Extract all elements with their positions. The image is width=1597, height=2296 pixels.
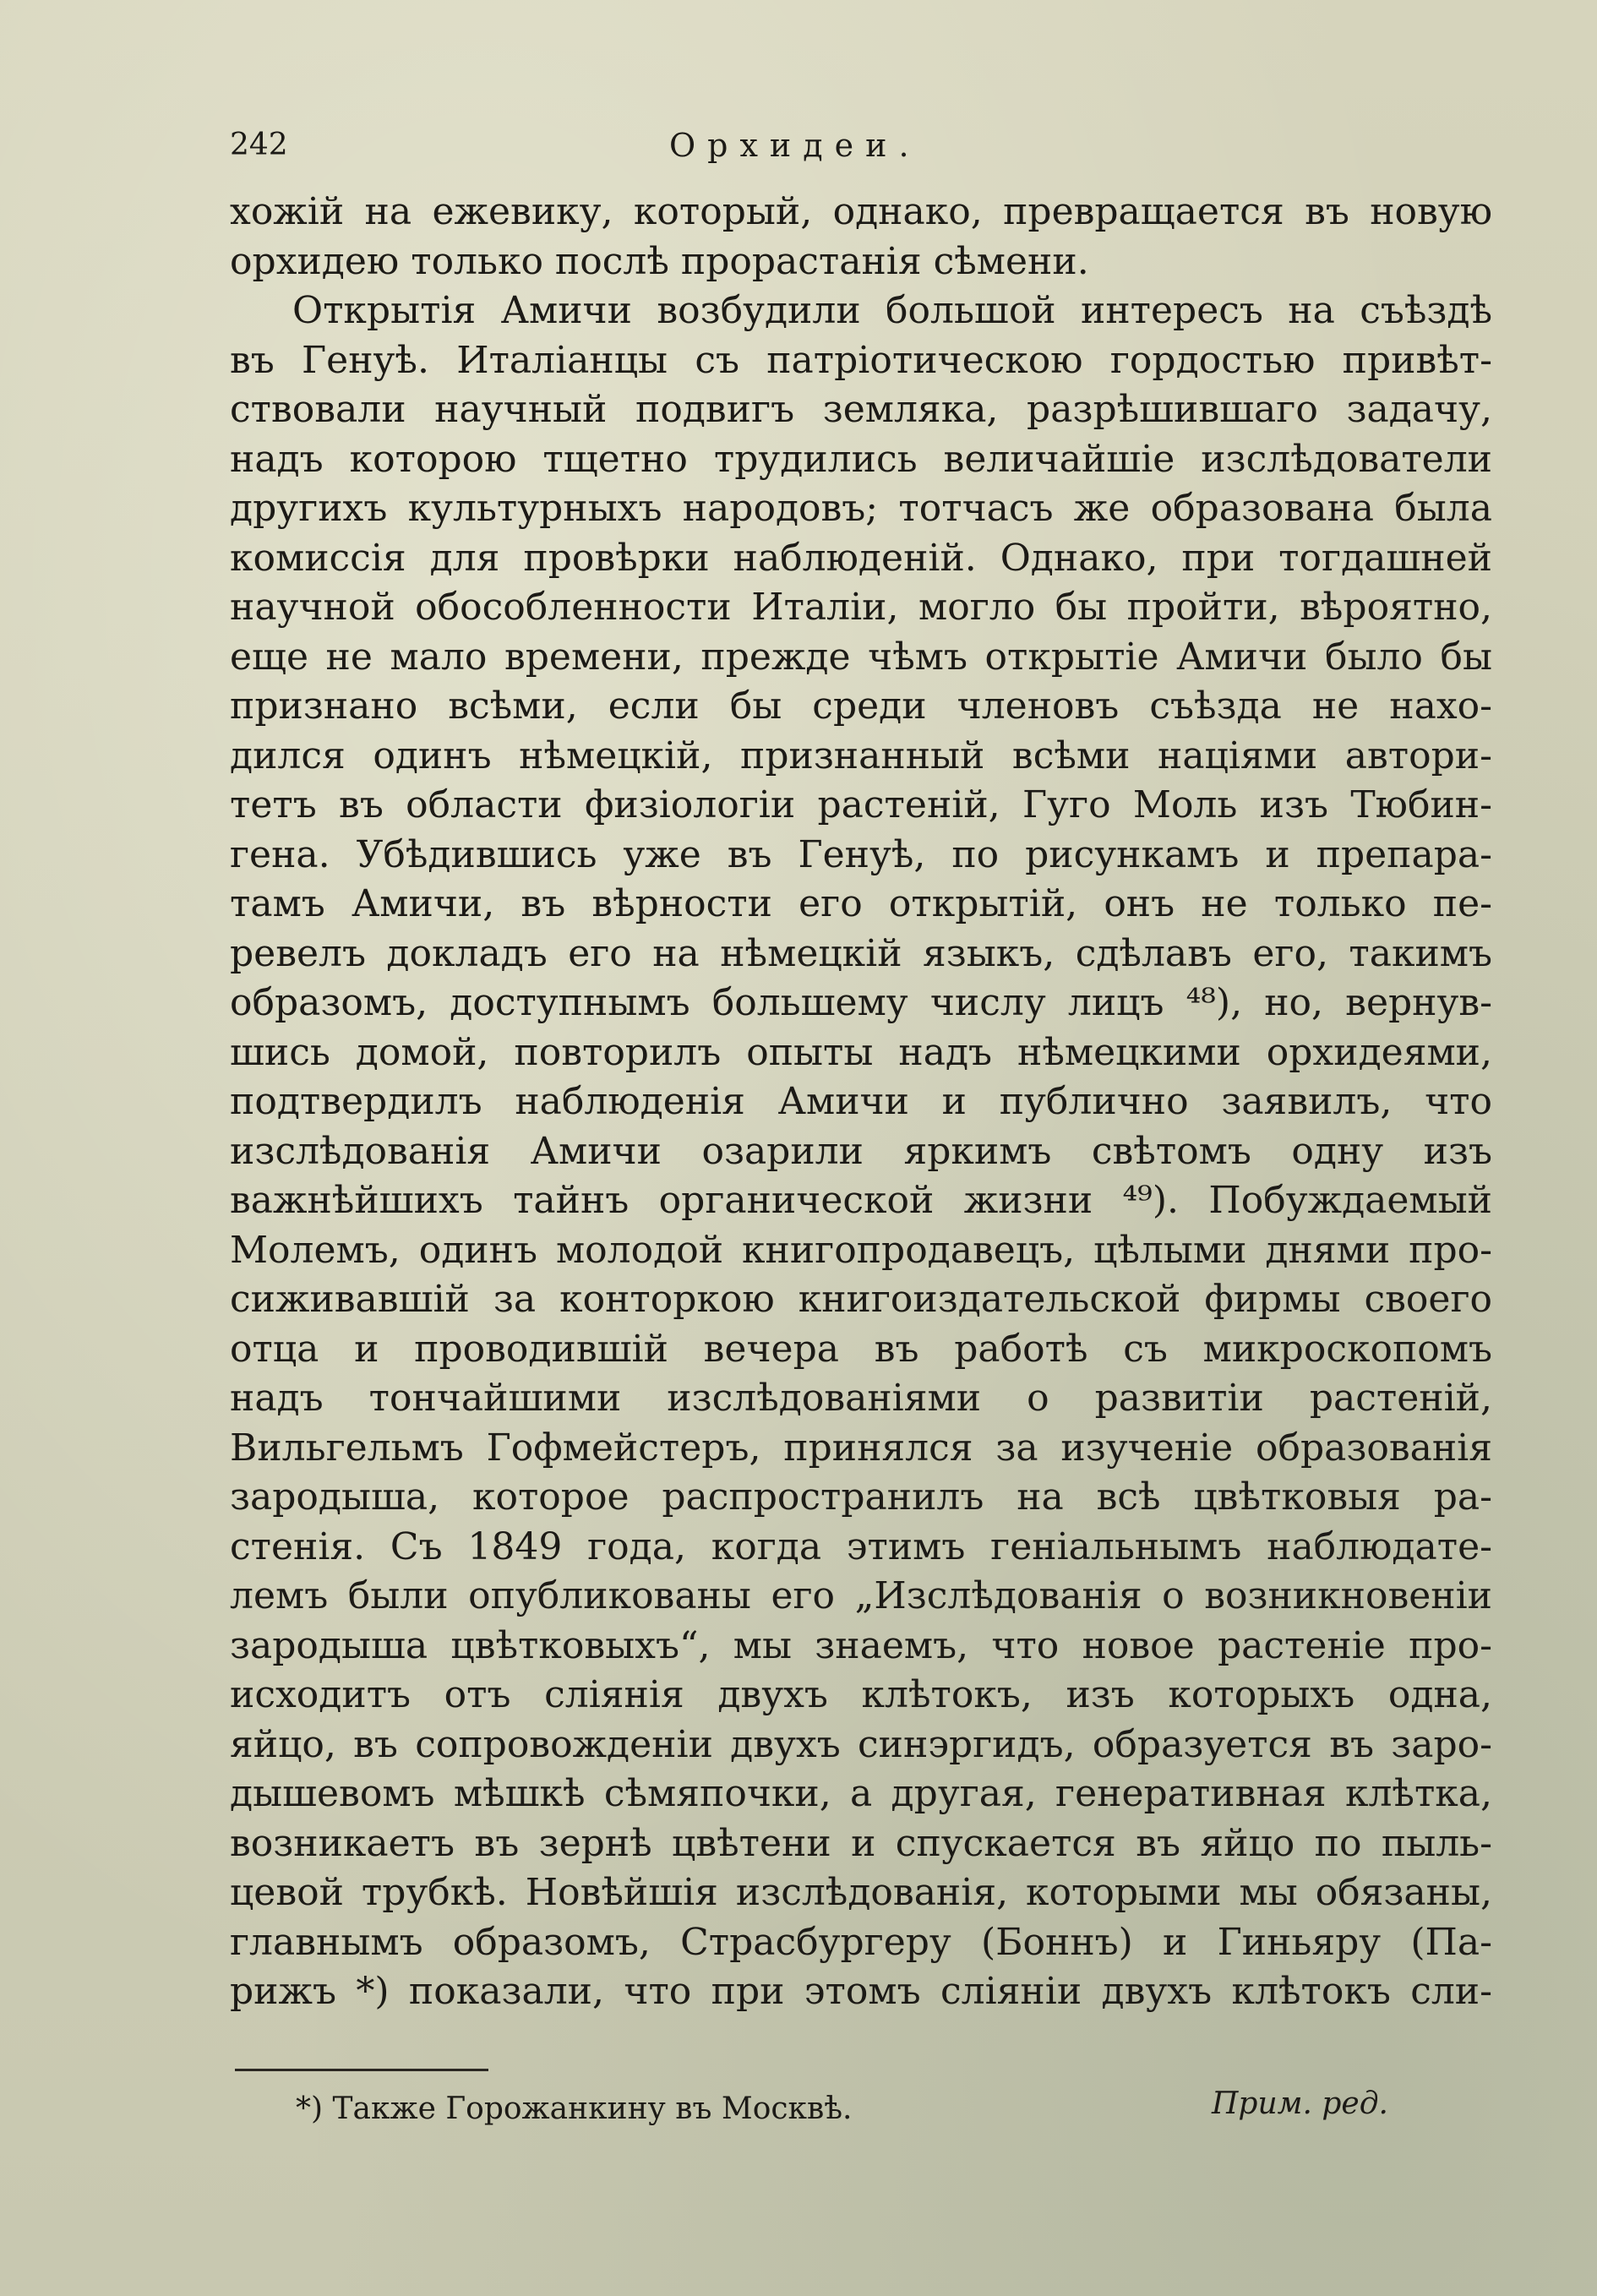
footnote-rule xyxy=(235,2069,488,2071)
text-line: возникаетъ въ зернѣ цвѣтени и спускается въ яйцо по пыль- xyxy=(230,1821,1492,1865)
running-head xyxy=(230,120,1497,171)
text-line: сиживавшій за конторкою книгоиздательской фирмы своего xyxy=(230,1278,1492,1321)
text-line: шись домой, повторилъ опыты надъ нѣмецкими орхидеями, xyxy=(230,1030,1492,1074)
page-number: 242 xyxy=(230,128,288,162)
text-line: зародыша, которое распространилъ на всѣ цвѣтковыя ра- xyxy=(230,1475,1492,1519)
text-line: дышевомъ мѣшкѣ сѣмяпочки, а другая, генеративная клѣтка, xyxy=(230,1772,1492,1815)
body-text xyxy=(230,188,1492,2017)
text-line: въ Генуѣ. Италіанцы съ патріотическою гордостью привѣт- xyxy=(230,338,1492,382)
footnote-text: *) Также Горожанкину въ Москвѣ. xyxy=(296,2091,853,2126)
text-line: главнымъ образомъ, Страсбургеру (Боннъ) и Гиньяру (Па- xyxy=(230,1920,1492,1964)
text-line: яйцо, въ сопровожденіи двухъ синэргидъ, образуется въ заро- xyxy=(230,1722,1492,1766)
text-line: Открытія Амичи возбудили большой интересъ на съѣздѣ xyxy=(292,289,1492,332)
text-line: надъ тончайшими изслѣдованіями о развитіи растеній, xyxy=(230,1377,1492,1420)
text-line: цевой трубкѣ. Новѣйшія изслѣдованія, которыми мы обязаны, xyxy=(230,1871,1492,1914)
text-line: зародыша цвѣтковыхъ“, мы знаемъ, что новое растеніе про- xyxy=(230,1623,1492,1667)
text-line: орхидею только послѣ прорастанія сѣмени. xyxy=(230,239,1089,283)
text-line: ствовали научный подвигъ земляка, разрѣшившаго задачу, xyxy=(230,388,1492,431)
footnote-credit: Прим. ред. xyxy=(1212,2086,1388,2121)
text-line: другихъ культурныхъ народовъ; тотчасъ же образована была xyxy=(230,487,1492,530)
text-line: стенія. Съ 1849 года, когда этимъ геніальнымъ наблюдате- xyxy=(230,1524,1492,1568)
text-line: научной обособленности Италіи, могло бы пройти, вѣроятно, xyxy=(230,586,1492,629)
text-line: отца и проводившій вечера въ работѣ съ микроскопомъ xyxy=(230,1327,1492,1371)
running-title: Орхидеи. xyxy=(669,127,921,164)
text-line: дился одинъ нѣмецкій, признанный всѣми націями автори- xyxy=(230,734,1492,777)
text-line: образомъ, доступнымъ большему числу лицъ ⁴⁸), но, вернув- xyxy=(230,981,1492,1024)
text-line: Молемъ, одинъ молодой книгопродавецъ, цѣлыми днями про- xyxy=(230,1228,1492,1272)
text-line: исходитъ отъ слiянія двухъ клѣтокъ, изъ которыхъ одна, xyxy=(230,1673,1492,1716)
text-line: гена. Убѣдившись уже въ Генуѣ, по рисункамъ и препара- xyxy=(230,832,1492,876)
text-line: признано всѣми, если бы среди членовъ съѣзда не нахо- xyxy=(230,684,1492,728)
text-line: Вильгельмъ Гофмейстеръ, принялся за изученіе образованія xyxy=(230,1426,1492,1470)
text-line: хожій на ежевику, который, однако, превращается въ новую xyxy=(230,190,1492,233)
text-line: комиссія для провѣрки наблюденій. Однако, при тогдашней xyxy=(230,536,1492,580)
text-line: рижъ *) показали, что при этомъ сліяніи двухъ клѣтокъ сли- xyxy=(230,1970,1492,2013)
text-line: важнѣйшихъ тайнъ органической жизни ⁴⁹). Побуждаемый xyxy=(230,1179,1492,1222)
text-line: надъ которою тщетно трудились величайшіе изслѣдователи xyxy=(230,437,1492,481)
text-line: лемъ были опубликованы его „Изслѣдованія о возникновеніи xyxy=(230,1574,1492,1617)
text-line: ревелъ докладъ его на нѣмецкій языкъ, сдѣлавъ его, такимъ xyxy=(230,931,1492,975)
text-line: еще не мало времени, прежде чѣмъ открытіе Амичи было бы xyxy=(230,635,1492,679)
text-line: изслѣдованія Амичи озарили яркимъ свѣтомъ одну изъ xyxy=(230,1129,1492,1173)
text-line: тамъ Амичи, въ вѣрности его открытій, онъ не только пе- xyxy=(230,882,1492,925)
text-line: подтвердилъ наблюденія Амичи и публично заявилъ, что xyxy=(230,1080,1492,1123)
text-line: тетъ въ области физіологіи растеній, Гуго Моль изъ Тюбин- xyxy=(230,783,1492,826)
